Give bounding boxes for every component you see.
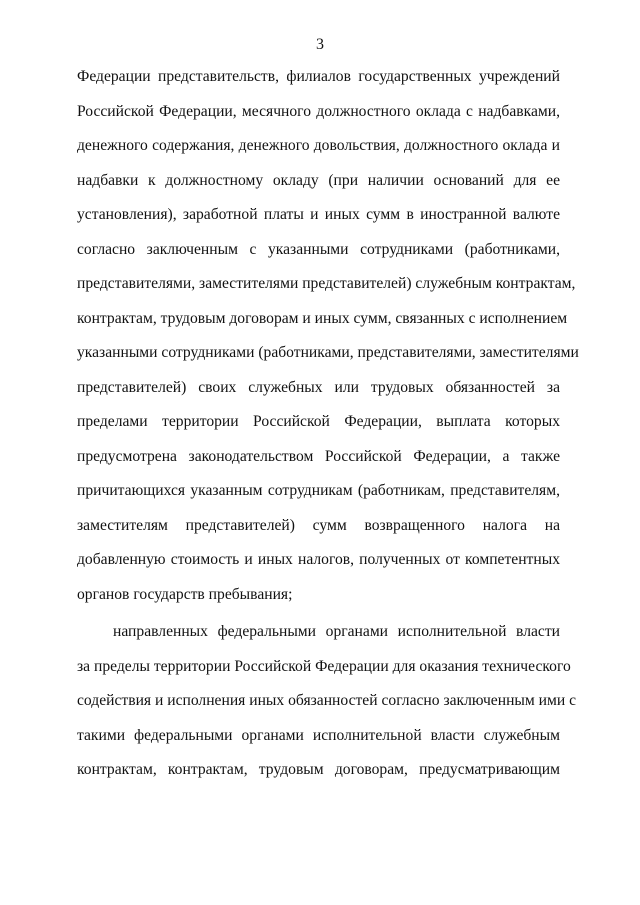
paragraph-line: представителями, заместителями представителей) служебным контрактам, [77, 275, 576, 292]
paragraph-line: добавленную стоимость и иных налогов, полученных от компетентных [77, 551, 560, 568]
paragraph-line: надбавки к должностному окладу (при наличии оснований для ее [77, 171, 560, 189]
paragraph-line: заместителям представителей) сумм возвращенного налога на [77, 516, 560, 534]
paragraph-line: денежного содержания, денежного довольствия, должностного оклада и [77, 137, 560, 154]
paragraph-line: контрактам, трудовым договорам и иных сумм, связанных с исполнением [77, 309, 568, 327]
paragraph-line: указанными сотрудниками (работниками, представителями, заместителями [77, 344, 579, 361]
paragraph-line: за пределы территории Российской Федерации для оказания технического [77, 657, 571, 675]
paragraph-line: причитающихся указанным сотрудникам (работникам, представителям, [77, 482, 560, 499]
paragraph-line: Федерации представительств, филиалов государственных учреждений [77, 68, 560, 85]
paragraph-line: установления), заработной платы и иных сумм в иностранной валюте [77, 206, 560, 223]
paragraph-line: Российской Федерации, месячного должностного оклада с надбавками, [77, 102, 560, 120]
paragraph-line: содействия и исполнения иных обязанностей согласно заключенным ими с [77, 692, 577, 709]
page-number: 3 [316, 36, 324, 53]
paragraph-line: пределами территории Российской Федерации, выплата которых [77, 413, 560, 430]
paragraph-line: предусмотрена законодательством Российской Федерации, а также [77, 447, 560, 465]
paragraph-line: органов государств пребывания; [77, 585, 293, 603]
paragraph-2 [77, 621, 577, 794]
paragraph-line: направленных федеральными органами исполнительной власти [113, 623, 560, 640]
paragraph-line: такими федеральными органами исполнительной власти служебным [77, 726, 560, 744]
paragraph-line: согласно заключенным с указанными сотрудниками (работниками, [77, 240, 560, 258]
paragraph-line: контрактам, контрактам, трудовым договорам, предусматривающим [77, 761, 560, 778]
paragraph-line: представителей) своих служебных или трудовых обязанностей за [77, 378, 560, 396]
paragraph-1 [77, 66, 579, 618]
